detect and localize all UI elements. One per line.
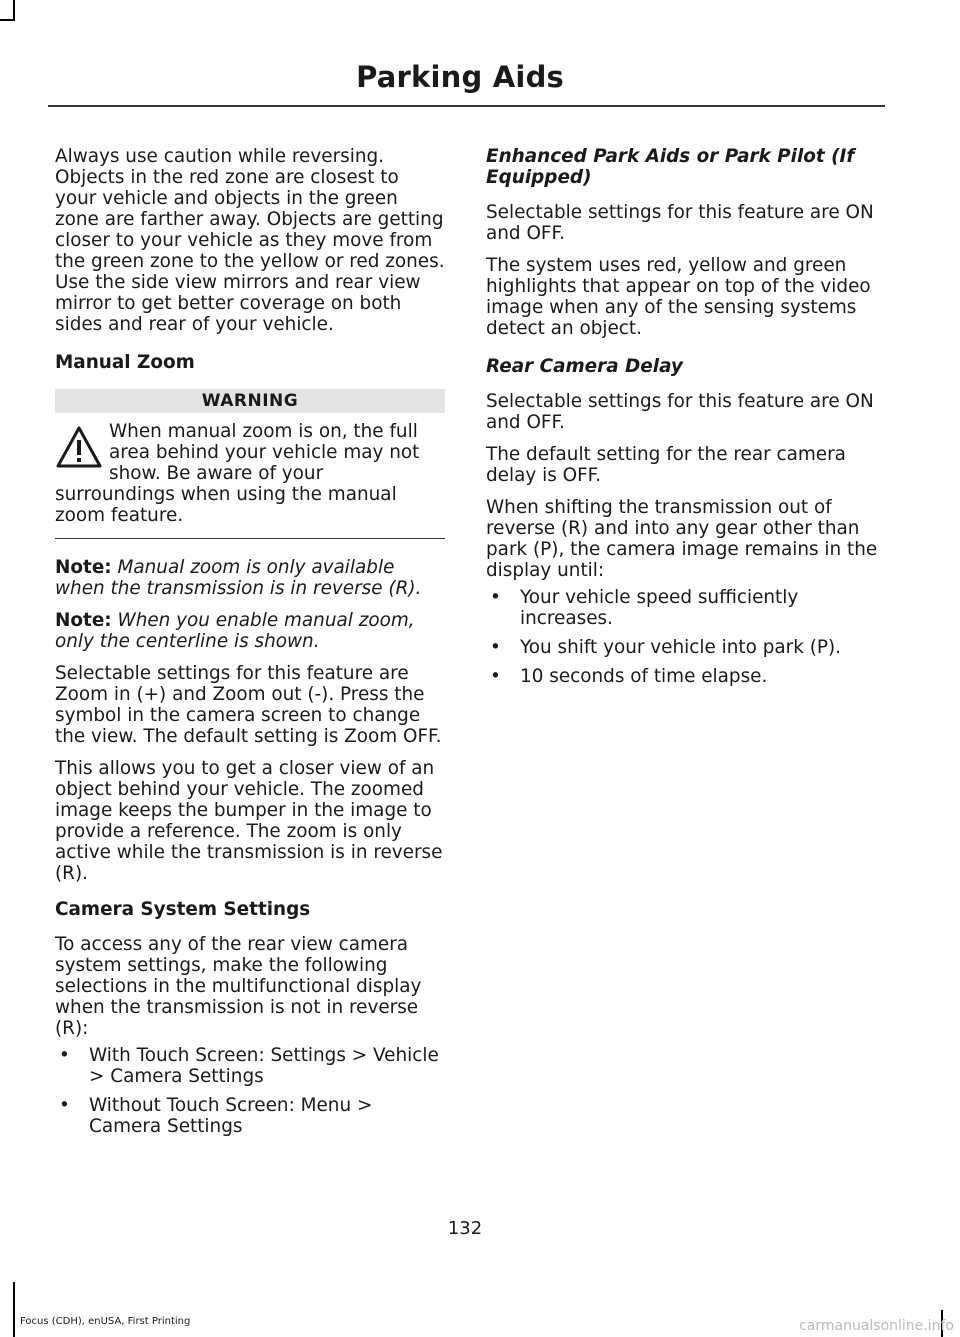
list-item: • Your vehicle speed sufficiently increases.	[486, 587, 880, 629]
epa-description-paragraph: The system uses red, yellow and green highlights that appear on top of the video image when any of the sensing systems detect an object.	[486, 255, 871, 339]
epa-settings-paragraph: Selectable settings for this feature are ON and OFF.	[486, 202, 874, 244]
camera-settings-paragraph: To access any of the rear view camera system settings, make the following selections in the multifunctional display when the transmission is not in reverse (R):	[55, 934, 422, 1039]
delay-description-paragraph: When shifting the transmission out of reverse (R) and into any gear other than park (P), the camera image remains in the display until:	[486, 497, 878, 581]
note-label: Note:	[55, 610, 112, 631]
note-manual-zoom	[55, 557, 445, 599]
warning-divider	[55, 538, 445, 539]
warning-triangle-icon	[55, 425, 103, 469]
delay-conditions-list	[486, 587, 880, 687]
page-title: Parking Aids	[356, 60, 564, 94]
zoom-description-paragraph: This allows you to get a closer view of an object behind your vehicle. The zoomed image keeps the bumper in the image to provide a reference. The zoom is only active while the transmission is in reverse (R).	[55, 758, 443, 884]
list-item: • With Touch Screen: Settings > Vehicle > Camera Settings	[55, 1045, 445, 1087]
list-item: • 10 seconds of time elapse.	[486, 666, 880, 687]
enhanced-park-aids-heading: Enhanced Park Aids or Park Pilot (If Equipped)	[486, 146, 855, 188]
list-item: • You shift your vehicle into park (P).	[486, 637, 880, 658]
crop-mark	[0, 19, 15, 21]
zoom-settings-paragraph: Selectable settings for this feature are Zoom in (+) and Zoom out (-). Press the symbol in the camera screen to change the view. The default setting is Zoom OFF.	[55, 663, 442, 747]
note-text: Manual zoom is only available when the transmission is in reverse (R).	[55, 557, 422, 599]
list-item: • Without Touch Screen: Menu > Camera Settings	[55, 1095, 445, 1137]
note-text: When you enable manual zoom, only the centerline is shown.	[55, 610, 415, 652]
warning-label: WARNING	[55, 389, 445, 413]
warning-box	[55, 421, 445, 526]
rear-camera-delay-heading: Rear Camera Delay	[486, 356, 683, 377]
camera-settings-list	[55, 1045, 445, 1137]
crop-mark	[13, 1282, 15, 1337]
delay-default-paragraph: The default setting for the rear camera delay is OFF.	[486, 444, 846, 486]
page-number: 132	[447, 1218, 483, 1239]
delay-settings-paragraph: Selectable settings for this feature are ON and OFF.	[486, 391, 874, 433]
warning-text: When manual zoom is on, the full area behind your vehicle may not show. Be aware of your surroundings when using the manual zoom feature.	[55, 421, 420, 526]
note-centerline	[55, 610, 445, 652]
crop-mark	[13, 0, 15, 20]
note-label: Note:	[55, 557, 112, 578]
edition-footer: Focus (CDH), enUSA, First Printing	[20, 1316, 191, 1327]
camera-settings-heading: Camera System Settings	[55, 899, 311, 920]
right-column	[486, 146, 880, 696]
intro-paragraph: Always use caution while reversing. Objects in the red zone are closest to your vehicle and objects in the green zone are farther away. Objects are getting closer to your vehicle as they move from the green zone to the yellow or red zones. Use the side view mirrors and rear view mirror to get better coverage on both sides and rear of your vehicle.	[55, 146, 445, 335]
manual-zoom-heading: Manual Zoom	[55, 352, 195, 373]
watermark: carmanualsonline.info	[799, 1318, 954, 1334]
header-divider	[48, 105, 885, 107]
left-column	[55, 146, 445, 1146]
